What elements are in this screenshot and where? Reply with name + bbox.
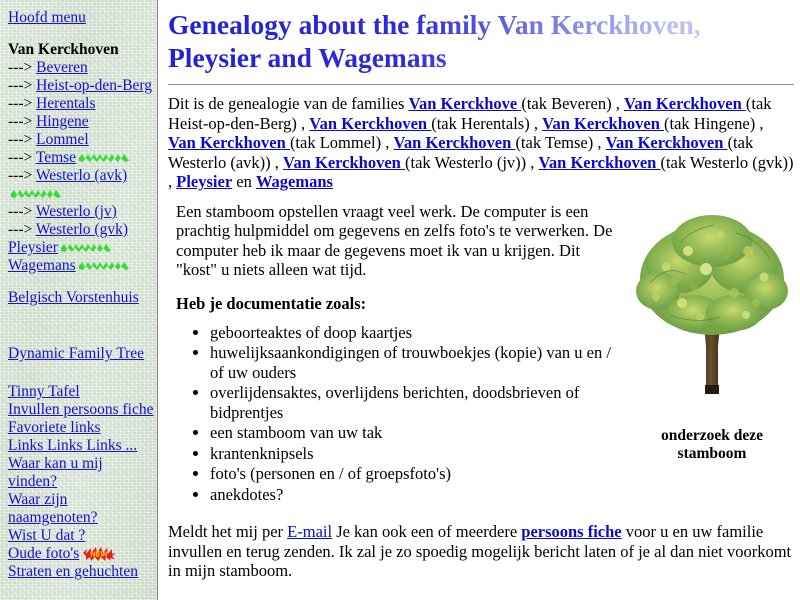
- green-marker-icon: [78, 260, 130, 271]
- sidebar-branch-item[interactable]: [8, 77, 154, 95]
- green-marker-icon: [10, 310, 62, 321]
- sidebar-misc-list: [8, 383, 154, 581]
- main-content: [158, 0, 800, 600]
- sidebar-misc-link[interactable]: Favoriete links: [8, 419, 101, 436]
- new-badge-icon: [81, 545, 117, 562]
- sidebar-misc-item[interactable]: [8, 437, 154, 455]
- sidebar-branch-link[interactable]: Westerlo (jv): [35, 203, 117, 220]
- sidebar-branch-link[interactable]: Heist-op-den-Berg: [36, 77, 153, 94]
- sidebar-misc-link[interactable]: Waar zijn naamgenoten?: [8, 491, 98, 526]
- intro-branch-link[interactable]: Van Kerckhove: [408, 94, 522, 113]
- sidebar-branch-item[interactable]: [8, 59, 154, 77]
- documentation-heading: Heb je documentatie zoals:: [176, 293, 367, 313]
- sidebar-spacer-3: [8, 325, 154, 345]
- arrow-icon: --->: [8, 59, 37, 76]
- about-paragraph: Een stamboom opstellen vraagt veel werk. De computer is een prachtig hulpmiddel om gegevens en zelfs foto's te verwerken. De computer heb ik maar de gegevens moet ik van u krijgen. Dit "kost" u niets alleen wat tijd.: [176, 201, 613, 279]
- documentation-list-item: • geboorteaktes of doop kaartjes: [210, 323, 794, 343]
- arrow-icon: --->: [8, 149, 36, 166]
- arrow-icon: --->: [8, 77, 37, 94]
- closing-paragraph: Meldt het mij per E-mail Je kan ook een of meerdere persoons fiche voor u en uw familie invullen en terug zenden. Ik zal je zo spoedig mogelijk bericht laten of je al dan niet voorkomt in mijn stamboom.: [168, 522, 792, 580]
- sidebar-misc-link[interactable]: Links Links Links ...: [8, 437, 138, 454]
- sidebar-misc-item[interactable]: [8, 491, 154, 527]
- sidebar-misc-item[interactable]: [8, 383, 154, 401]
- sidebar-family-link[interactable]: Pleysier: [8, 239, 58, 256]
- sidebar-branch-item[interactable]: [8, 203, 154, 221]
- family-tree-image: [636, 207, 788, 412]
- persoons-fiche-link[interactable]: persoons fiche: [521, 522, 622, 541]
- sidebar-branch-link[interactable]: Beveren: [36, 59, 88, 76]
- sidebar-misc-link[interactable]: Straten en gehuchten: [8, 563, 138, 580]
- sidebar-misc-item[interactable]: [8, 401, 154, 419]
- sidebar-family-item[interactable]: [8, 257, 154, 275]
- documentation-list-item: • overlijdensaktes, overlijdens berichten, doodsbrieven of bidprentjes: [210, 383, 794, 422]
- sidebar-family-list: [8, 239, 154, 275]
- documentation-list-item: • anekdotes?: [210, 485, 794, 505]
- sidebar-family-item[interactable]: [8, 239, 154, 257]
- sidebar-branch-item[interactable]: [8, 167, 154, 203]
- sidebar-misc-link[interactable]: Waar kan u mij vinden?: [8, 455, 103, 490]
- sidebar-link-hoofd-menu[interactable]: Hoofd menu: [8, 9, 86, 26]
- sidebar-heading-van-kerckhoven: Van Kerckhoven: [8, 41, 119, 58]
- green-marker-icon: [60, 242, 112, 253]
- sidebar-branch-link[interactable]: Lommel: [36, 131, 89, 148]
- intro-branch-link[interactable]: Van Kerckhoven: [283, 152, 405, 172]
- green-marker-icon: [10, 188, 62, 199]
- sidebar-misc-item[interactable]: [8, 563, 154, 581]
- documentation-list-item: • foto's (personen en / of groepsfoto's): [210, 464, 794, 484]
- intro-branch-link[interactable]: Van Kerckhoven: [623, 94, 746, 113]
- svg-text:NEW: NEW: [90, 549, 108, 559]
- sidebar-branch-link[interactable]: Westerlo (gvk): [35, 221, 128, 238]
- sidebar-item-dynamic-family-tree[interactable]: [8, 345, 154, 363]
- intro-branch-link[interactable]: Van Kerckhoven: [542, 113, 665, 133]
- arrow-icon: --->: [8, 221, 36, 238]
- sidebar-family-link[interactable]: Wagemans: [8, 257, 76, 274]
- sidebar-branch-link[interactable]: Westerlo (avk): [35, 167, 128, 184]
- intro-branch-link[interactable]: Van Kerckhoven: [393, 133, 516, 152]
- arrow-icon: --->: [8, 131, 37, 148]
- green-marker-icon: [78, 152, 130, 163]
- sidebar-misc-link[interactable]: Tinny Tafel: [8, 383, 80, 400]
- documentation-list-item: • huwelijksaankondigingen of trouwboekjes (kopie) van u en / of uw ouders: [210, 343, 794, 382]
- email-link[interactable]: E-mail: [287, 522, 333, 541]
- title-divider: [168, 84, 794, 85]
- sidebar-branch-link[interactable]: Temse: [35, 149, 77, 166]
- sidebar-branch-item[interactable]: [8, 149, 154, 167]
- sidebar-misc-link[interactable]: Invullen persoons fiche: [8, 401, 154, 418]
- sidebar-spacer: [8, 27, 154, 41]
- intro-paragraph: Dit is de genealogie van de families Van Kerckhove (tak Beveren) , Van Kerckhoven (tak Heist-op-den-Berg) , Van Kerckhoven (tak Herentals) , Van Kerckhoven (tak Hingene) , Van Kerckhoven (tak Lommel) , Van Kerckhoven (tak Temse) , Van Kerckhoven (tak Westerlo (avk)) , Van Kerckhoven (tak Westerlo (jv)) , Van Kerckhoven (tak Westerlo (gvk)) , Pleysier en Wagemans: [168, 94, 794, 191]
- page-title: Genealogy about the family Van Kerckhoven, Pleysier and Wagemans: [168, 8, 794, 74]
- sidebar-spacer-4: [8, 363, 154, 383]
- intro-branch-link[interactable]: Van Kerckhoven: [309, 113, 432, 133]
- intro-pleysier-link[interactable]: Pleysier: [176, 172, 233, 191]
- sidebar-branch-item[interactable]: [8, 95, 154, 113]
- sidebar-misc-item[interactable]: [8, 527, 154, 545]
- intro-branch-link[interactable]: Van Kerckhoven: [605, 133, 728, 152]
- tree-caption: onderzoek deze stamboom: [660, 426, 763, 462]
- arrow-icon: --->: [8, 167, 36, 184]
- sidebar-branch-link[interactable]: Herentals: [36, 95, 96, 112]
- sidebar-branch-item[interactable]: [8, 131, 154, 149]
- intro-branch-link[interactable]: Van Kerckhoven: [538, 152, 661, 172]
- intro-wagemans-link[interactable]: Wagemans: [255, 172, 333, 191]
- sidebar-misc-item[interactable]: [8, 419, 154, 437]
- documentation-list-item: • een stamboom van uw tak: [210, 423, 794, 443]
- sidebar-item-hoofd-menu[interactable]: [8, 9, 154, 27]
- sidebar-branch-item[interactable]: [8, 113, 154, 131]
- sidebar-navigation: [0, 0, 158, 600]
- sidebar-link-dynamic-family-tree[interactable]: Dynamic Family Tree: [8, 345, 145, 362]
- sidebar-branch-item[interactable]: [8, 221, 154, 239]
- sidebar-misc-link[interactable]: Wist U dat ?: [8, 527, 86, 544]
- sidebar-spacer-2: [8, 275, 154, 289]
- arrow-icon: --->: [8, 113, 37, 130]
- tree-illustration-block: [632, 207, 792, 463]
- arrow-icon: --->: [8, 203, 36, 220]
- sidebar-misc-item[interactable]: [8, 455, 154, 491]
- intro-branch-link[interactable]: Van Kerckhoven: [168, 133, 290, 152]
- sidebar-branch-link[interactable]: Hingene: [36, 113, 89, 130]
- sidebar-branch-list: [8, 59, 154, 239]
- arrow-icon: --->: [8, 95, 37, 112]
- sidebar-item-belgisch-vorstenhuis[interactable]: [8, 289, 154, 325]
- sidebar-misc-item[interactable]: [8, 545, 154, 563]
- sidebar-link-belgisch-vorstenhuis[interactable]: Belgisch Vorstenhuis: [8, 289, 139, 306]
- sidebar-misc-link[interactable]: Oude foto's: [8, 545, 80, 562]
- documentation-list-item: • krantenknipsels: [210, 444, 794, 464]
